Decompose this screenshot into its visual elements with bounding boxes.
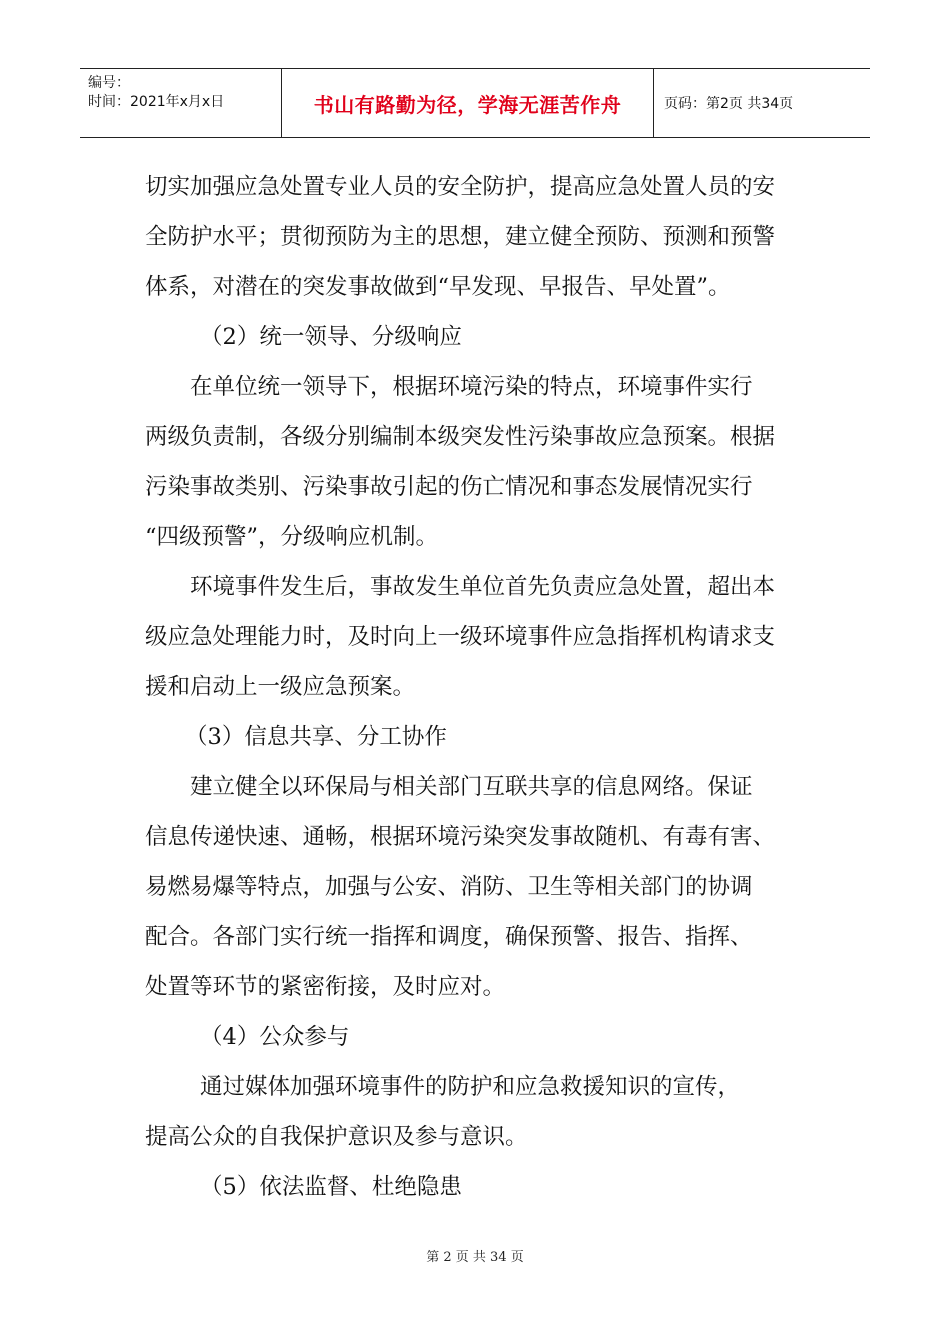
section-heading: （3）信息共享、分工协作 xyxy=(185,724,447,750)
section-heading: （4）公众参与 xyxy=(200,1024,350,1050)
header-page-cell xyxy=(654,69,870,137)
body-line: 环境事件发生后，事故发生单位首先负责应急处置，超出本 xyxy=(190,574,776,600)
section-heading: （2）统一领导、分级响应 xyxy=(200,324,462,350)
page-footer: 第 2 页 共 34 页 xyxy=(426,1250,524,1265)
doc-date-label: 时间：2021年x月x日 xyxy=(88,94,225,110)
body-line: 全防护水平；贯彻预防为主的思想，建立健全预防、预测和预警 xyxy=(145,224,776,250)
section-heading: （5）依法监督、杜绝隐患 xyxy=(200,1174,462,1200)
body-line: 配合。各部门实行统一指挥和调度，确保预警、报告、指挥、 xyxy=(145,924,753,950)
body-line: 体系，对潜在的突发事故做到“早发现、早报告、早处置”。 xyxy=(145,274,731,300)
header-motto: 书山有路勤为径，学海无涯苦作舟 xyxy=(313,92,622,117)
body-line: 通过媒体加强环境事件的防护和应急救援知识的宣传， xyxy=(200,1074,741,1100)
body-line: 在单位统一领导下，根据环境污染的特点，环境事件实行 xyxy=(190,374,753,400)
body-line: 建立健全以环保局与相关部门互联共享的信息网络。保证 xyxy=(190,774,753,800)
body-line: “四级预警”，分级响应机制。 xyxy=(145,524,439,550)
document-body xyxy=(145,162,815,1212)
header-table xyxy=(80,68,870,138)
doc-number-label: 编号： xyxy=(88,75,130,91)
header-motto-cell xyxy=(282,69,654,137)
body-line: 切实加强应急处置专业人员的安全防护，提高应急处置人员的安 xyxy=(145,174,776,200)
body-line: 易燃易爆等特点，加强与公安、消防、卫生等相关部门的协调 xyxy=(145,874,753,900)
body-line: 处置等环节的紧密衔接，及时应对。 xyxy=(145,974,506,1000)
body-line: 污染事故类别、污染事故引起的伤亡情况和事态发展情况实行 xyxy=(145,474,753,500)
header-page-info: 页码：第2页 共34页 xyxy=(664,96,794,112)
body-line: 级应急处理能力时，及时向上一级环境事件应急指挥机构请求支 xyxy=(145,624,776,650)
body-line: 信息传递快速、通畅，根据环境污染突发事故随机、有毒有害、 xyxy=(145,824,776,850)
body-line: 两级负责制，各级分别编制本级突发性污染事故应急预案。根据 xyxy=(145,424,776,450)
body-line: 援和启动上一级应急预案。 xyxy=(145,674,416,700)
body-line: 提高公众的自我保护意识及参与意识。 xyxy=(145,1124,528,1150)
header-meta-cell xyxy=(80,69,282,137)
